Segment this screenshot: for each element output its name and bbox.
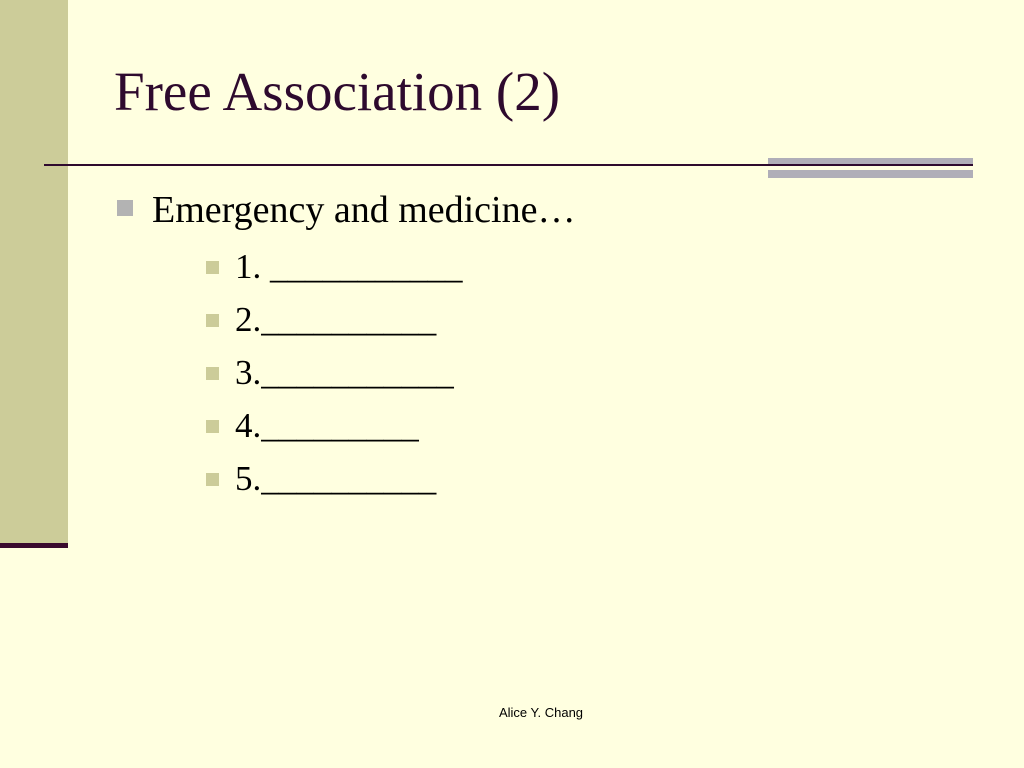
slide-title: Free Association (2) bbox=[114, 61, 561, 122]
square-bullet-icon bbox=[206, 473, 219, 486]
sub-bullet-text: 1. ___________ bbox=[235, 247, 463, 286]
sub-bullet-item bbox=[152, 452, 575, 505]
bullet-item bbox=[114, 188, 575, 505]
sub-bullet-item bbox=[152, 240, 575, 293]
accent-divider bbox=[768, 158, 973, 178]
sub-bullet-item bbox=[152, 346, 575, 399]
square-bullet-icon bbox=[206, 367, 219, 380]
bullet-list bbox=[114, 188, 575, 505]
square-bullet-icon bbox=[206, 420, 219, 433]
sub-bullet-text: 4._________ bbox=[235, 406, 419, 445]
sub-bullet-item bbox=[152, 293, 575, 346]
sub-bullet-text: 5.__________ bbox=[235, 459, 437, 498]
sub-bullet-item bbox=[152, 399, 575, 452]
slide-footer: Alice Y. Chang bbox=[498, 705, 584, 720]
square-bullet-icon bbox=[206, 261, 219, 274]
sub-bullet-text: 3.___________ bbox=[235, 353, 454, 392]
bullet-text: Emergency and medicine… bbox=[152, 189, 576, 231]
sub-bullet-list bbox=[152, 240, 575, 505]
side-bar-rule bbox=[0, 543, 68, 548]
sub-bullet-text: 2.__________ bbox=[235, 300, 437, 339]
side-bar-decoration bbox=[0, 0, 68, 548]
accent-band-bottom bbox=[768, 170, 973, 178]
accent-band-top bbox=[768, 158, 973, 164]
square-bullet-icon bbox=[206, 314, 219, 327]
square-bullet-icon bbox=[117, 200, 133, 216]
